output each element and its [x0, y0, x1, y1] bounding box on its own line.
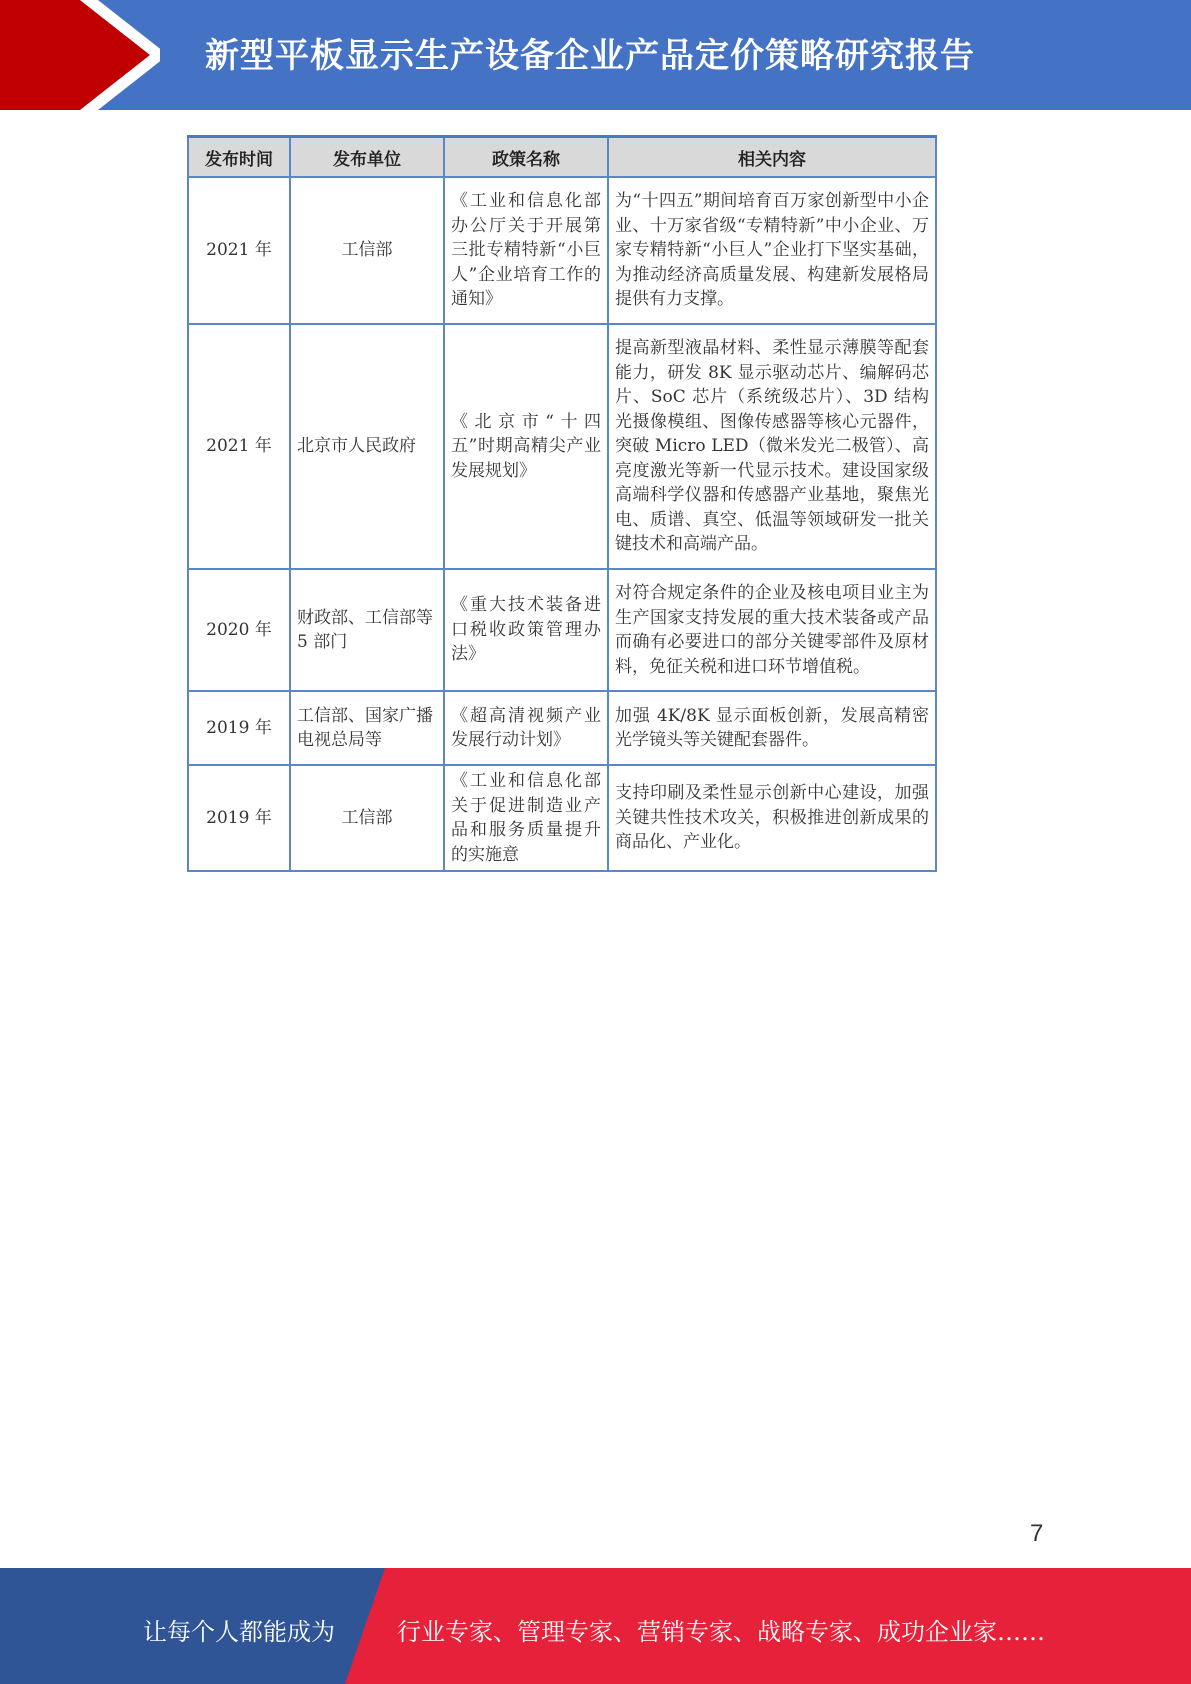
cell-content: 支持印刷及柔性显示创新中心建设，加强关键共性技术攻关，积极推进创新成果的商品化、产业化。 — [608, 765, 936, 871]
table-row — [188, 177, 936, 324]
cell-unit: 北京市人民政府 — [290, 324, 444, 569]
header-banner — [0, 0, 1191, 110]
cell-unit: 工信部、国家广播电视总局等 — [290, 691, 444, 765]
table-row — [188, 691, 936, 765]
report-title: 新型平板显示生产设备企业产品定价策略研究报告 — [205, 36, 975, 76]
cell-time: 2021 年 — [188, 324, 290, 569]
cell-policy-name: 《工业和信息化部办公厅关于开展第三批专精特新“小巨人”企业培育工作的通知》 — [444, 177, 608, 324]
cell-policy-name: 《工业和信息化部关于促进制造业产品和服务质量提升的实施意 — [444, 765, 608, 871]
policy-table — [187, 135, 937, 872]
header-chevron-decoration — [0, 0, 160, 110]
cell-unit: 财政部、工信部等 5 部门 — [290, 569, 444, 691]
cell-policy-name: 《超高清视频产业发展行动计划》 — [444, 691, 608, 765]
cell-policy-name: 《重大技术装备进口税收政策管理办法》 — [444, 569, 608, 691]
header-policy-name: 政策名称 — [444, 137, 608, 178]
cell-content: 提高新型液晶材料、柔性显示薄膜等配套能力，研发 8K 显示驱动芯片、编解码芯片、SoC 芯片（系统级芯片）、3D 结构光摄像模组、图像传感器等核心元器件，突破 Micro LED（微米发光二极管）、高亮度激光等新一代显示技术。建设国家级高端科学仪器和传感器产业基地，聚焦光电、质谱、真空、低温等领域研发一批关键技术和高端产品。 — [608, 324, 936, 569]
header-content: 相关内容 — [608, 137, 936, 178]
cell-unit: 工信部 — [290, 177, 444, 324]
cell-time: 2019 年 — [188, 765, 290, 871]
footer-slogan-left: 让每个人都能成为 — [143, 1618, 335, 1646]
cell-time: 2021 年 — [188, 177, 290, 324]
page-number: 7 — [1030, 1520, 1044, 1547]
cell-policy-name: 《北京市“十四五”时期高精尖产业发展规划》 — [444, 324, 608, 569]
table-row — [188, 765, 936, 871]
cell-content: 加强 4K/8K 显示面板创新，发展高精密光学镜头等关键配套器件。 — [608, 691, 936, 765]
table-header-row — [188, 137, 936, 178]
cell-content: 对符合规定条件的企业及核电项目业主为生产国家支持发展的重大技术装备或产品而确有必要进口的部分关键零部件及原材料，免征关税和进口环节增值税。 — [608, 569, 936, 691]
table-row — [188, 324, 936, 569]
header-publish-time: 发布时间 — [188, 137, 290, 178]
cell-time: 2020 年 — [188, 569, 290, 691]
cell-time: 2019 年 — [188, 691, 290, 765]
footer-banner — [0, 1568, 1191, 1684]
header-publisher: 发布单位 — [290, 137, 444, 178]
cell-content: 为“十四五”期间培育百万家创新型中小企业、十万家省级“专精特新”中小企业、万家专精特新“小巨人”企业打下坚实基础，为推动经济高质量发展、构建新发展格局提供有力支撑。 — [608, 177, 936, 324]
table-row — [188, 569, 936, 691]
cell-unit: 工信部 — [290, 765, 444, 871]
footer-slogan-right: 行业专家、管理专家、营销专家、战略专家、成功企业家…… — [397, 1618, 1045, 1646]
